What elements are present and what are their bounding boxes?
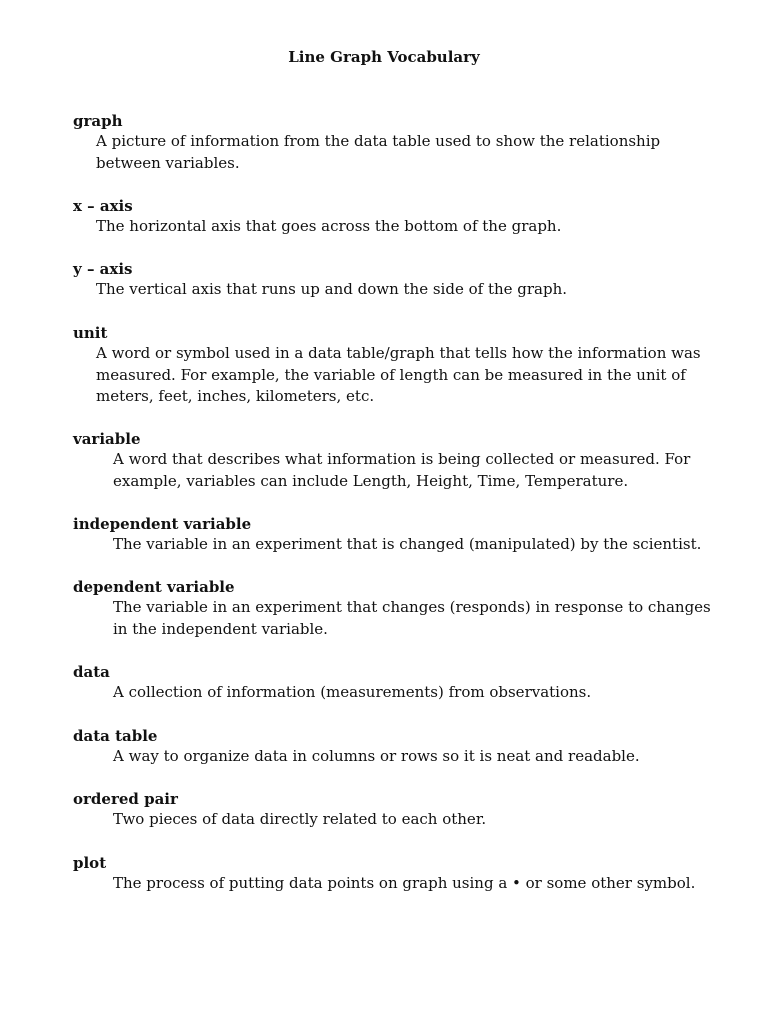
- definition-ordered-pair: [113, 809, 713, 831]
- definition-line: A picture of information from the data table used to show the relationship: [96, 132, 661, 150]
- definition-data-table: [113, 746, 713, 768]
- vocab-entry-independent-variable: [73, 514, 713, 556]
- term-x-axis: x – axis: [73, 197, 133, 215]
- vocab-entry-graph: [73, 111, 713, 174]
- term-data: data: [73, 663, 110, 681]
- definition-line: The variable in an experiment that is changed (manipulated) by the scientist.: [113, 535, 702, 553]
- vocab-entry-y-axis: [73, 259, 713, 301]
- definition-dependent-variable: [113, 597, 713, 640]
- term-dependent-variable: dependent variable: [73, 578, 235, 596]
- definition-line: A word that describes what information is being collected or measured. For: [113, 450, 691, 468]
- definition-line: meters, feet, inches, kilometers, etc.: [96, 387, 375, 405]
- definition-line: Two pieces of data directly related to each other.: [113, 810, 487, 828]
- definition-line: example, variables can include Length, Height, Time, Temperature.: [113, 471, 629, 490]
- vocab-entry-data-table: [73, 726, 713, 768]
- definition-line: A word or symbol used in a data table/graph that tells how the information was: [96, 344, 701, 362]
- vocab-entry-variable: [73, 429, 713, 492]
- vocab-entry-ordered-pair: [73, 789, 713, 831]
- definition-independent-variable: [113, 534, 713, 556]
- term-y-axis: y – axis: [73, 260, 133, 278]
- definition-x-axis: [96, 216, 713, 238]
- definition-line: in the independent variable.: [113, 619, 328, 638]
- term-data-table: data table: [73, 727, 158, 745]
- page-title: Line Graph Vocabulary: [288, 48, 480, 66]
- vocab-entry-unit: [73, 323, 713, 408]
- vocab-entry-plot: [73, 853, 713, 895]
- term-graph: graph: [73, 112, 123, 130]
- definition-line: A way to organize data in columns or rows so it is neat and readable.: [113, 747, 640, 765]
- definition-line: between variables.: [96, 153, 240, 172]
- definition-line: measured. For example, the variable of length can be measured in the unit of: [96, 365, 686, 384]
- definition-line: A collection of information (measurements) from observations.: [113, 683, 592, 701]
- definition-unit: [96, 343, 713, 408]
- definition-variable: [113, 449, 713, 492]
- vocab-entry-x-axis: [73, 196, 713, 238]
- vocab-entry-dependent-variable: [73, 577, 713, 640]
- term-unit: unit: [73, 324, 108, 342]
- term-independent-variable: independent variable: [73, 515, 252, 533]
- vocab-entry-data: [73, 662, 713, 704]
- definition-line: The process of putting data points on graph using a • or some other symbol.: [113, 874, 696, 892]
- definition-line: The vertical axis that runs up and down the side of the graph.: [96, 280, 568, 298]
- definition-plot: [113, 873, 713, 895]
- definition-data: [113, 682, 713, 704]
- definition-line: The horizontal axis that goes across the bottom of the graph.: [96, 217, 562, 235]
- term-plot: plot: [73, 854, 107, 872]
- definition-graph: [96, 131, 713, 174]
- definition-line: The variable in an experiment that changes (responds) in response to changes: [113, 598, 711, 616]
- term-variable: variable: [73, 430, 141, 448]
- term-ordered-pair: ordered pair: [73, 790, 178, 808]
- definition-y-axis: [96, 279, 713, 301]
